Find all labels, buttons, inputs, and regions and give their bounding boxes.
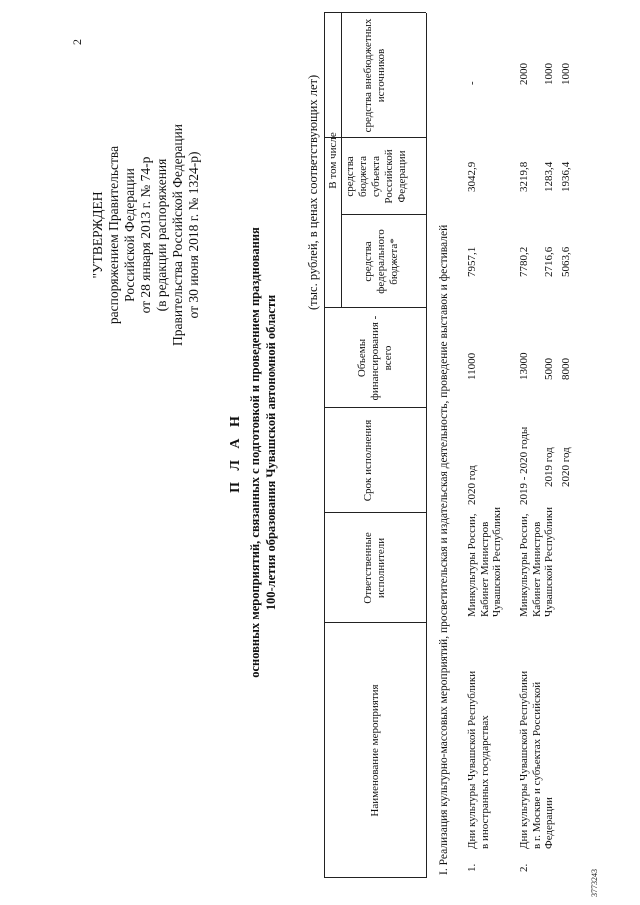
- document-id: 3773243: [590, 869, 599, 897]
- row-extra: 1000: [560, 63, 572, 85]
- header-extra: средства внебюджетных источников: [362, 18, 387, 133]
- table-top-border: [324, 13, 325, 878]
- header-name: Наименование мероприятия: [369, 684, 381, 817]
- row-federal: 7957,1: [466, 246, 478, 277]
- plan-subtitle-line2: 100-летия образования Чувашской автономной области: [264, 294, 278, 611]
- row-extra: 1000: [543, 63, 555, 85]
- units-note: (тыс. рублей, в ценах соответствующих лет): [306, 74, 320, 310]
- header-federal: средства федерального бюджета*: [362, 229, 400, 294]
- row-subject: 1283,4: [543, 161, 555, 192]
- row-extra: 2000: [518, 63, 530, 85]
- header-total: Объемы финансирования - всего: [356, 315, 394, 401]
- row-total: 8000: [560, 358, 572, 380]
- col-divider: [324, 407, 426, 408]
- header-executors: Ответственные исполнители: [362, 532, 387, 604]
- header-subject: средства бюджета субъекта Российской Федерации: [344, 149, 408, 204]
- page-number: 2: [70, 39, 84, 45]
- approval-line: Правительства Российской Федерации: [170, 124, 185, 346]
- row-total: 13000: [518, 352, 530, 380]
- row-executors: Минкультуры России, Кабинет Министров Чувашской Республики: [518, 506, 555, 617]
- row-number: 2.: [518, 863, 530, 872]
- row-total: 11000: [466, 352, 478, 380]
- plan-heading: П Л А Н: [228, 412, 243, 493]
- row-number: 1.: [466, 863, 478, 872]
- row-executors: Минкультуры России, Кабинет Министров Чувашской Республики: [466, 506, 503, 617]
- row-term: 2019 год: [543, 447, 555, 487]
- col-divider: [341, 214, 426, 215]
- row-term: 2020 год: [560, 447, 572, 487]
- including-divider: [341, 13, 342, 308]
- row-federal: 2716,6: [543, 246, 555, 277]
- header-term: Срок исполнения: [362, 419, 374, 502]
- row-federal: 7780,2: [518, 246, 530, 277]
- section-title: I. Реализация культурно-массовых мероприятий, просветительская и издательская деятельность, проведение выставок и фестивалей: [438, 224, 450, 875]
- row-subject: 3219,8: [518, 161, 530, 192]
- approval-line: "УТВЕРЖДЕН: [90, 191, 105, 279]
- row-subject: 1936,4: [560, 161, 572, 192]
- approval-line: (в редакции распоряжения: [154, 158, 169, 312]
- header-including: В том числе: [327, 132, 339, 189]
- approval-line: Российской Федерации: [122, 168, 137, 302]
- row-subject: 3042,9: [466, 161, 478, 192]
- row-term: 2020 год: [466, 465, 478, 505]
- row-federal: 5063,6: [560, 246, 572, 277]
- row-name: Дни культуры Чувашской Республики в г. Москве и субъектах Российской Федерации: [518, 670, 555, 849]
- row-name: Дни культуры Чувашской Республики в иностранных государствах: [466, 670, 491, 849]
- header-bottom-border: [426, 13, 427, 878]
- approval-stamp: [90, 85, 202, 385]
- approval-line: от 28 января 2013 г. № 74-р: [138, 156, 153, 314]
- row-total: 5000: [543, 358, 555, 380]
- plan-subtitle-line1: основных мероприятий, связанных с подготовкой и проведением празднования: [248, 227, 262, 678]
- approval-line: от 30 июня 2018 г. № 1324-р): [186, 151, 201, 319]
- row-term: 2019 - 2020 годы: [518, 426, 530, 505]
- row-extra: -: [466, 81, 478, 85]
- col-divider: [324, 512, 426, 513]
- approval-line: распоряжением Правительства: [106, 145, 121, 325]
